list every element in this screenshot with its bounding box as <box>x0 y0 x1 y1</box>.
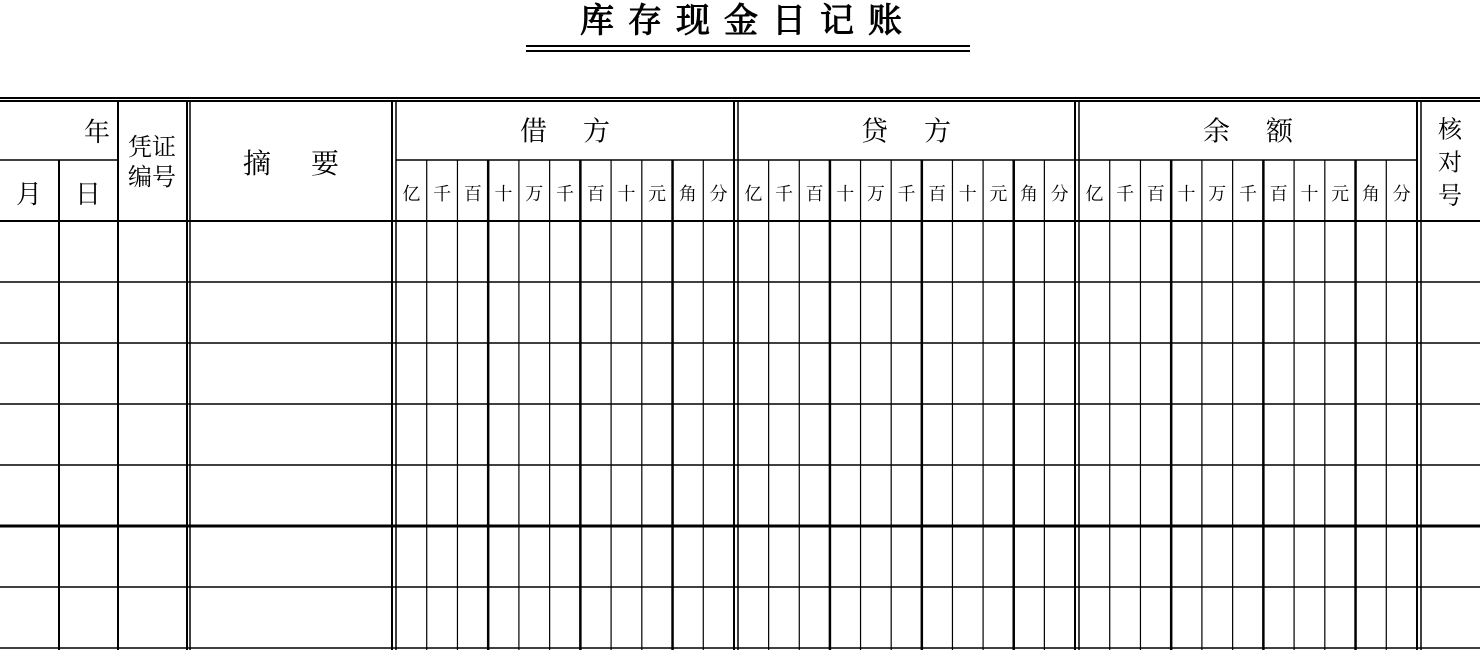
year-header: 年 <box>83 118 111 148</box>
debit-digit-unit-label: 角 <box>678 184 697 205</box>
credit-digit-unit-label: 十 <box>836 184 855 205</box>
credit-digit-unit-label: 角 <box>1020 184 1039 205</box>
voucher-number-header <box>128 132 176 192</box>
credit-digit-unit-label: 亿 <box>744 184 763 205</box>
balance-digit-unit-label: 十 <box>1300 184 1319 205</box>
debit-header: 借方 <box>520 116 646 148</box>
credit-digit-unit-label: 元 <box>989 184 1008 205</box>
check-header-line-3: 号 <box>1438 181 1462 210</box>
credit-header: 贷方 <box>861 116 987 148</box>
debit-digit-unit-label: 千 <box>556 184 574 205</box>
ledger-title: 库存现金日记账 <box>580 1 916 41</box>
balance-digit-unit-label: 元 <box>1331 184 1350 205</box>
credit-digit-unit-label: 十 <box>958 184 977 205</box>
balance-header: 余额 <box>1203 116 1329 148</box>
balance-digit-unit-label: 百 <box>1146 184 1165 205</box>
voucher-header-line-2: 编号 <box>128 163 176 191</box>
balance-digit-unit-label: 万 <box>1208 184 1227 205</box>
credit-digit-unit-label: 百 <box>805 184 824 205</box>
debit-digit-unit-label: 万 <box>525 184 544 205</box>
credit-digit-unit-label: 千 <box>774 184 793 205</box>
debit-digit-unit-label: 千 <box>433 184 452 205</box>
credit-digit-unit-label: 千 <box>897 184 916 205</box>
balance-digit-unit-label: 分 <box>1392 184 1411 205</box>
debit-digit-unit-label: 百 <box>586 184 605 205</box>
debit-digit-unit-label: 亿 <box>402 184 421 205</box>
balance-digit-unit-label: 千 <box>1116 184 1135 205</box>
day-header: 日 <box>74 180 102 210</box>
credit-digit-unit-label: 百 <box>928 184 947 205</box>
debit-digit-unit-label: 元 <box>648 184 667 205</box>
month-header: 月 <box>15 180 43 210</box>
credit-digit-unit-label: 万 <box>866 184 885 205</box>
summary-header: 摘要 <box>242 147 380 180</box>
credit-digit-unit-label: 分 <box>1050 184 1069 205</box>
balance-digit-unit-label: 亿 <box>1085 184 1104 205</box>
balance-digit-unit-label: 千 <box>1239 184 1257 205</box>
debit-digit-unit-label: 分 <box>709 184 728 205</box>
balance-digit-unit-label: 十 <box>1177 184 1196 205</box>
debit-digit-unit-label: 十 <box>617 184 636 205</box>
debit-digit-unit-label: 百 <box>463 184 482 205</box>
balance-digit-unit-label: 角 <box>1361 184 1380 205</box>
check-header-line-1: 核 <box>1438 115 1462 144</box>
check-mark-header <box>1438 114 1462 213</box>
check-header-line-2: 对 <box>1438 148 1462 177</box>
debit-digit-unit-label: 十 <box>494 184 513 205</box>
voucher-header-line-1: 凭证 <box>128 133 176 161</box>
balance-digit-unit-label: 百 <box>1269 184 1288 205</box>
